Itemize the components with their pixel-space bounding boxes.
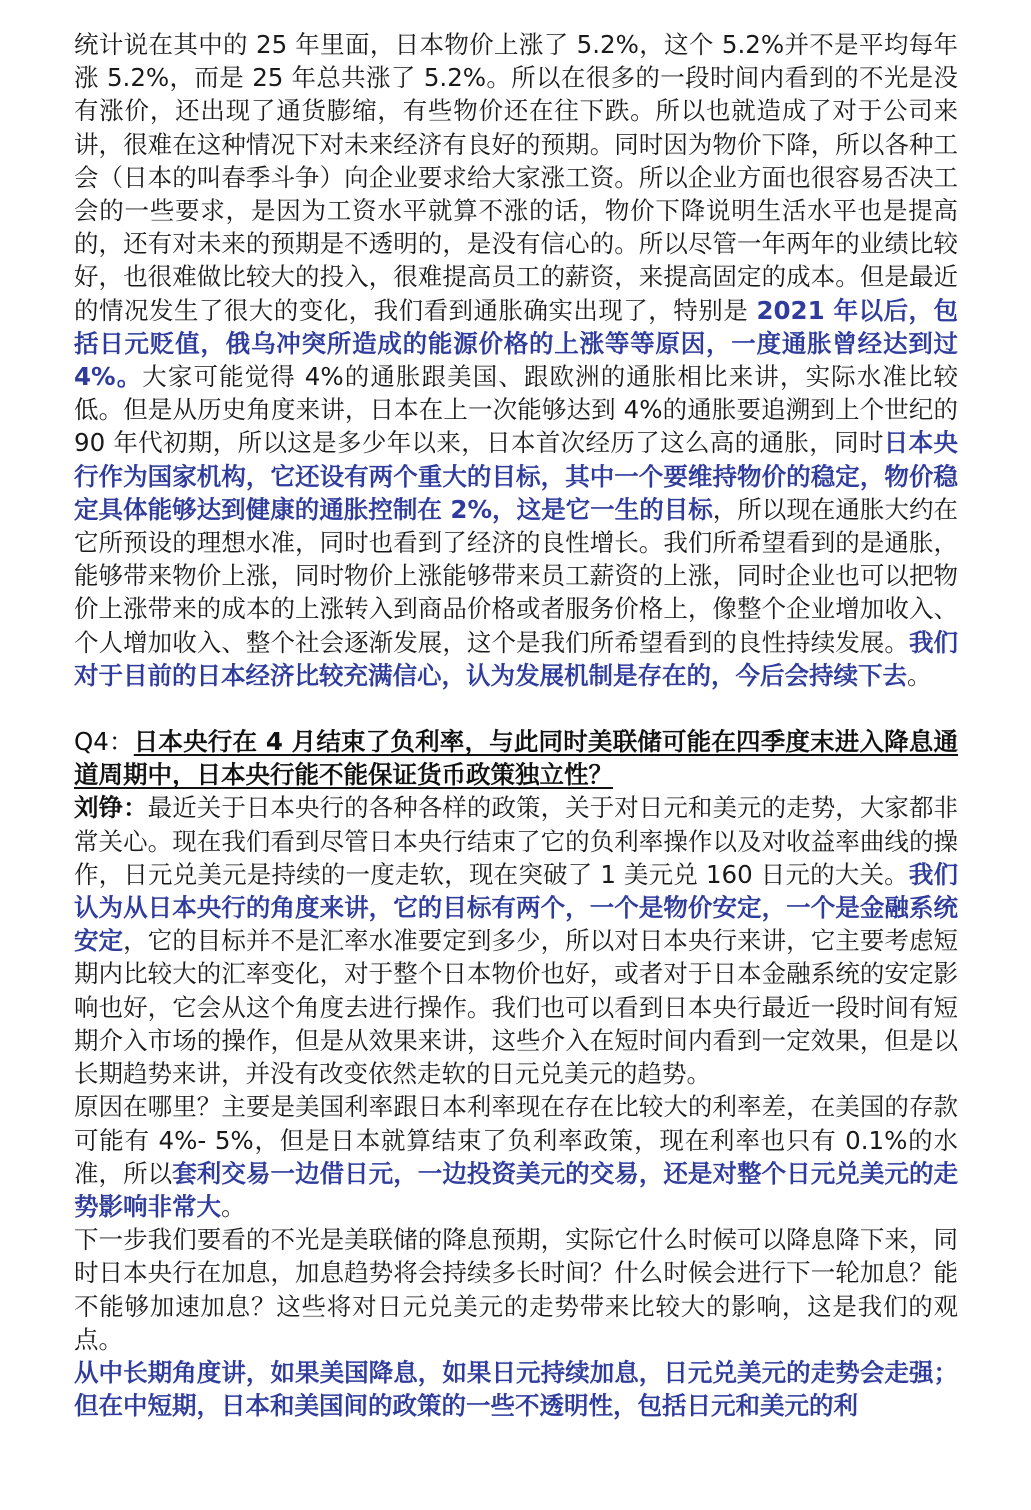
highlight-text: 我们认为从日本央行的角度来讲，它的目标有两个，一个是物价安定，一个是金融系统安定 bbox=[74, 859, 958, 956]
body-text: 。 bbox=[907, 660, 932, 690]
highlight-text: 2021 年以后，包括日元贬值，俄乌冲突所造成的能源价格的上涨等等原因，一度通胀曾经达到过 4%。 bbox=[74, 295, 959, 392]
body-text: 下一步我们要看的不光是美联储的降息预期，实际它什么时候可以降息降下来，同时日本央行在加息，加息趋势将会持续多长时间？什么时候会进行下一轮加息？能不能够加速加息？这些将对日元兑美元的走势带来比较大的影响，这是我们的观点。 bbox=[74, 1225, 958, 1354]
body-text: 。 bbox=[221, 1191, 246, 1221]
body-text: 最近关于日本央行的各种各样的政策，关于对日元和美元的走势，大家都非常关心。现在我们看到尽管日本央行结束了它的负利率操作以及对收益率曲线的操作，日元兑美元是持续的一度走软，现在突破了 1 美元兑 160 日元的大关。 bbox=[74, 793, 958, 889]
body-text: 大家可能觉得 4%的通胀跟美国、跟欧洲的通胀相比来讲，实际水准比较低。但是从历史角度来讲，日本在上一次能够达到 4%的通胀要追溯到上个世纪的 90 年代初期，所以这是多少年以来，日本首次经历了这么高的通胀，同时 bbox=[74, 362, 958, 458]
answer-paragraph-4 bbox=[74, 1356, 958, 1422]
question-q4 bbox=[74, 725, 958, 791]
body-text: 统计说在其中的 25 年里面，日本物价上涨了 5.2%，这个 5.2%并不是平均每年涨 5.2%，而是 25 年总共涨了 5.2%。所以在很多的一段时间内看到的不光是没有涨价，还出现了通货膨缩，有些物价还在往下跌。所以也就造成了对于公司来讲，很难在这种情况下对未来经济有良好的预期。同时因为物价下降，所以各种工会（日本的叫春季斗争）向企业要求给大家涨工资。所以企业方面也很容易否决工会的一些要求，是因为工资水平就算不涨的话，物价下降说明生活水平也是提高的，还有对未来的预期是不透明的，是没有信心的。所以尽管一年两年的业绩比较好，也很难做比较大的投入，很难提高员工的薪资，来提高固定的成本。但是最近的情况发生了很大的变化，我们看到通胀确实出现了，特别是 bbox=[74, 30, 958, 325]
highlight-text: 套利交易一边借日元，一边投资美元的交易，还是对整个日元兑美元的走势影响非常大 bbox=[74, 1158, 959, 1221]
answer-paragraph-2 bbox=[74, 1090, 958, 1223]
speaker-name: 刘铮： bbox=[74, 793, 148, 823]
highlight-text: 从中长期角度讲，如果美国降息，如果日元持续加息，日元兑美元的走势会走强；但在中短期，日本和美国间的政策的一些不透明性，包括日元和美元的利 bbox=[74, 1357, 958, 1421]
answer-runs-1 bbox=[74, 793, 958, 1088]
question-number: Q4： bbox=[74, 727, 134, 757]
answer-paragraph-1 bbox=[74, 791, 958, 1090]
body-text: ，它的目标并不是汇率水准要定到多少，所以对日本央行来讲，它主要考虑短期内比较大的汇率变化，对于整个日本物价也好，或者对于日本金融系统的安定影响也好，它会从这个角度去进行操作。我们也可以看到日本央行最近一段时间有短期介入市场的操作，但是从效果来讲，这些介入在短时间内看到一定效果，但是以长期趋势来讲，并没有改变依然走软的日元兑美元的趋势。 bbox=[74, 926, 959, 1089]
paragraph-inflation-history bbox=[74, 28, 958, 692]
highlight-text: 我们对于目前的日本经济比较充满信心，认为发展机制是存在的，今后会持续下去 bbox=[74, 627, 959, 690]
section-gap bbox=[74, 692, 958, 725]
body-text: 原因在哪里？主要是美国利率跟日本利率现在存在比较大的利率差，在美国的存款可能有 4%- 5%，但是日本就算结束了负利率政策，现在利率也只有 0.1%的水准，所以 bbox=[74, 1092, 958, 1188]
question-text: 日本央行在 4 月结束了负利率，与此同时美联储可能在四季度末进入降息通道周期中，日本央行能不能保证货币政策独立性？ bbox=[74, 727, 958, 790]
document-body bbox=[74, 28, 958, 1422]
body-text: ，所以现在通胀大约在它所预设的理想水准，同时也看到了经济的良性增长。我们所希望看到的是通胀，能够带来物价上涨，同时物价上涨能够带来员工薪资的上涨，同时企业也可以把物价上涨带来的成本的上涨转入到商品价格或者服务价格上，像整个企业增加收入、个人增加收入、整个社会逐渐发展，这个是我们所希望看到的良性持续发展。 bbox=[74, 494, 959, 657]
answer-paragraph-3 bbox=[74, 1223, 958, 1356]
highlight-text: 日本央行作为国家机构，它还设有两个重大的目标，其中一个要维持物价的稳定，物价稳定具体能够达到健康的通胀控制在 2%，这是它一生的目标 bbox=[74, 428, 959, 524]
